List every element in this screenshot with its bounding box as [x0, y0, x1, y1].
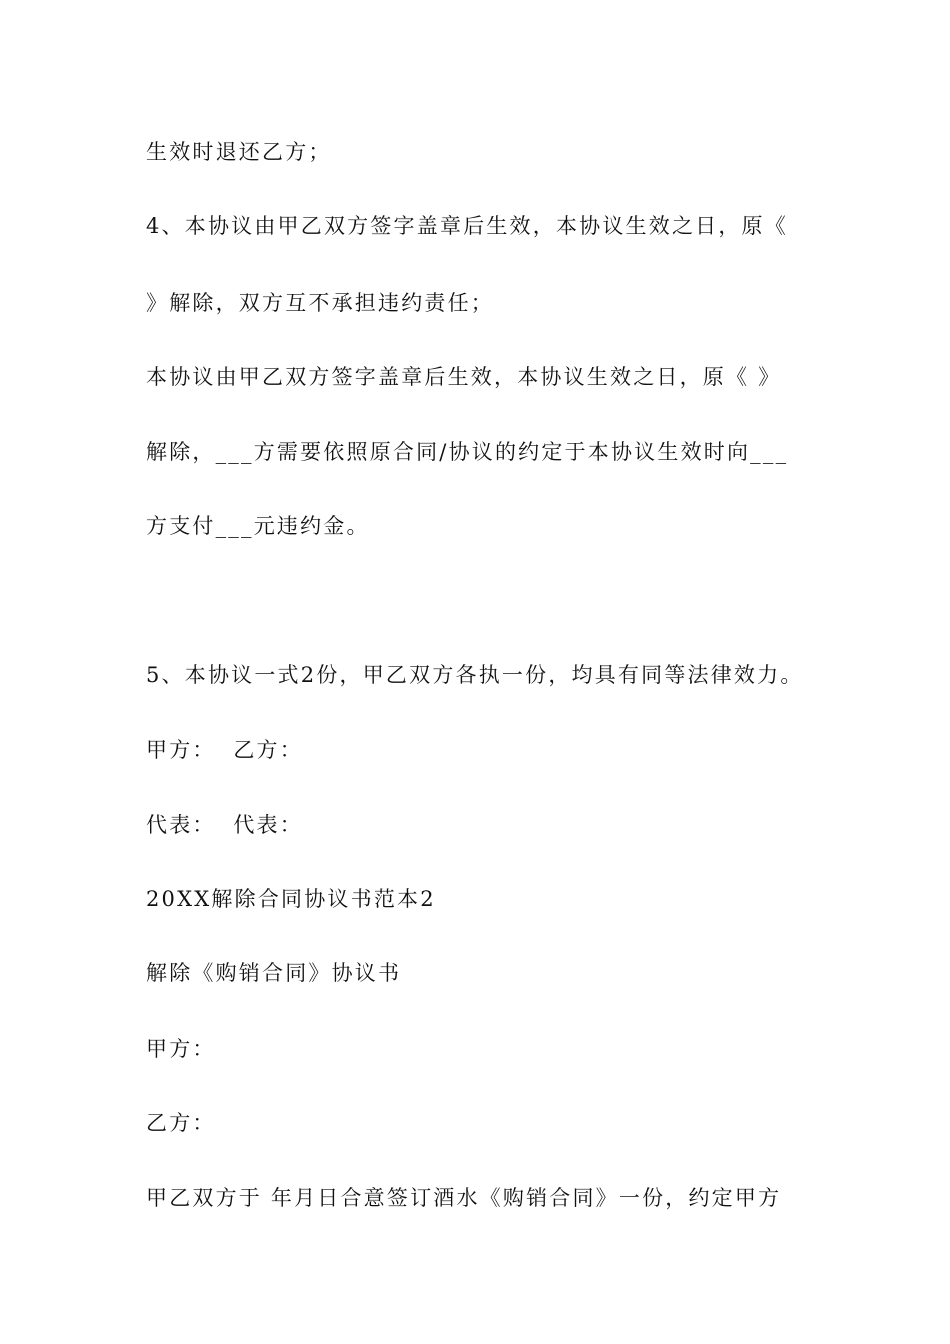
- text-line-clause-4-start: 4、本协议由甲乙双方签字盖章后生效，本协议生效之日，原《: [146, 214, 788, 238]
- signature-representatives-line: 代表： 代表：: [146, 813, 303, 837]
- text-line-clause-5: 5、本协议一式2份，甲乙双方各执一份，均具有同等法律效力。: [146, 663, 804, 687]
- signature-parties-line: 甲方： 乙方：: [146, 738, 303, 762]
- text-line-alt-clause-middle: 解除，___方需要依照原合同/协议的约定于本协议生效时向___: [146, 440, 789, 464]
- text-line-alt-clause-start: 本协议由甲乙双方签字盖章后生效，本协议生效之日，原《 》: [146, 365, 782, 389]
- agreement-opening-line: 甲乙双方于 年月日合意签订酒水《购销合同》一份，约定甲方: [146, 1186, 782, 1210]
- text-line-alt-clause-end: 方支付___元违约金。: [146, 514, 370, 538]
- party-b-label: 乙方：: [146, 1111, 216, 1135]
- template-title: 20XX解除合同协议书范本2: [146, 887, 436, 911]
- party-a-label: 甲方：: [146, 1037, 216, 1061]
- text-line-clause-4-end: 》解除，双方互不承担违约责任；: [146, 291, 494, 315]
- text-line-refund: 生效时退还乙方；: [146, 140, 332, 164]
- agreement-title: 解除《购销合同》协议书: [146, 961, 402, 985]
